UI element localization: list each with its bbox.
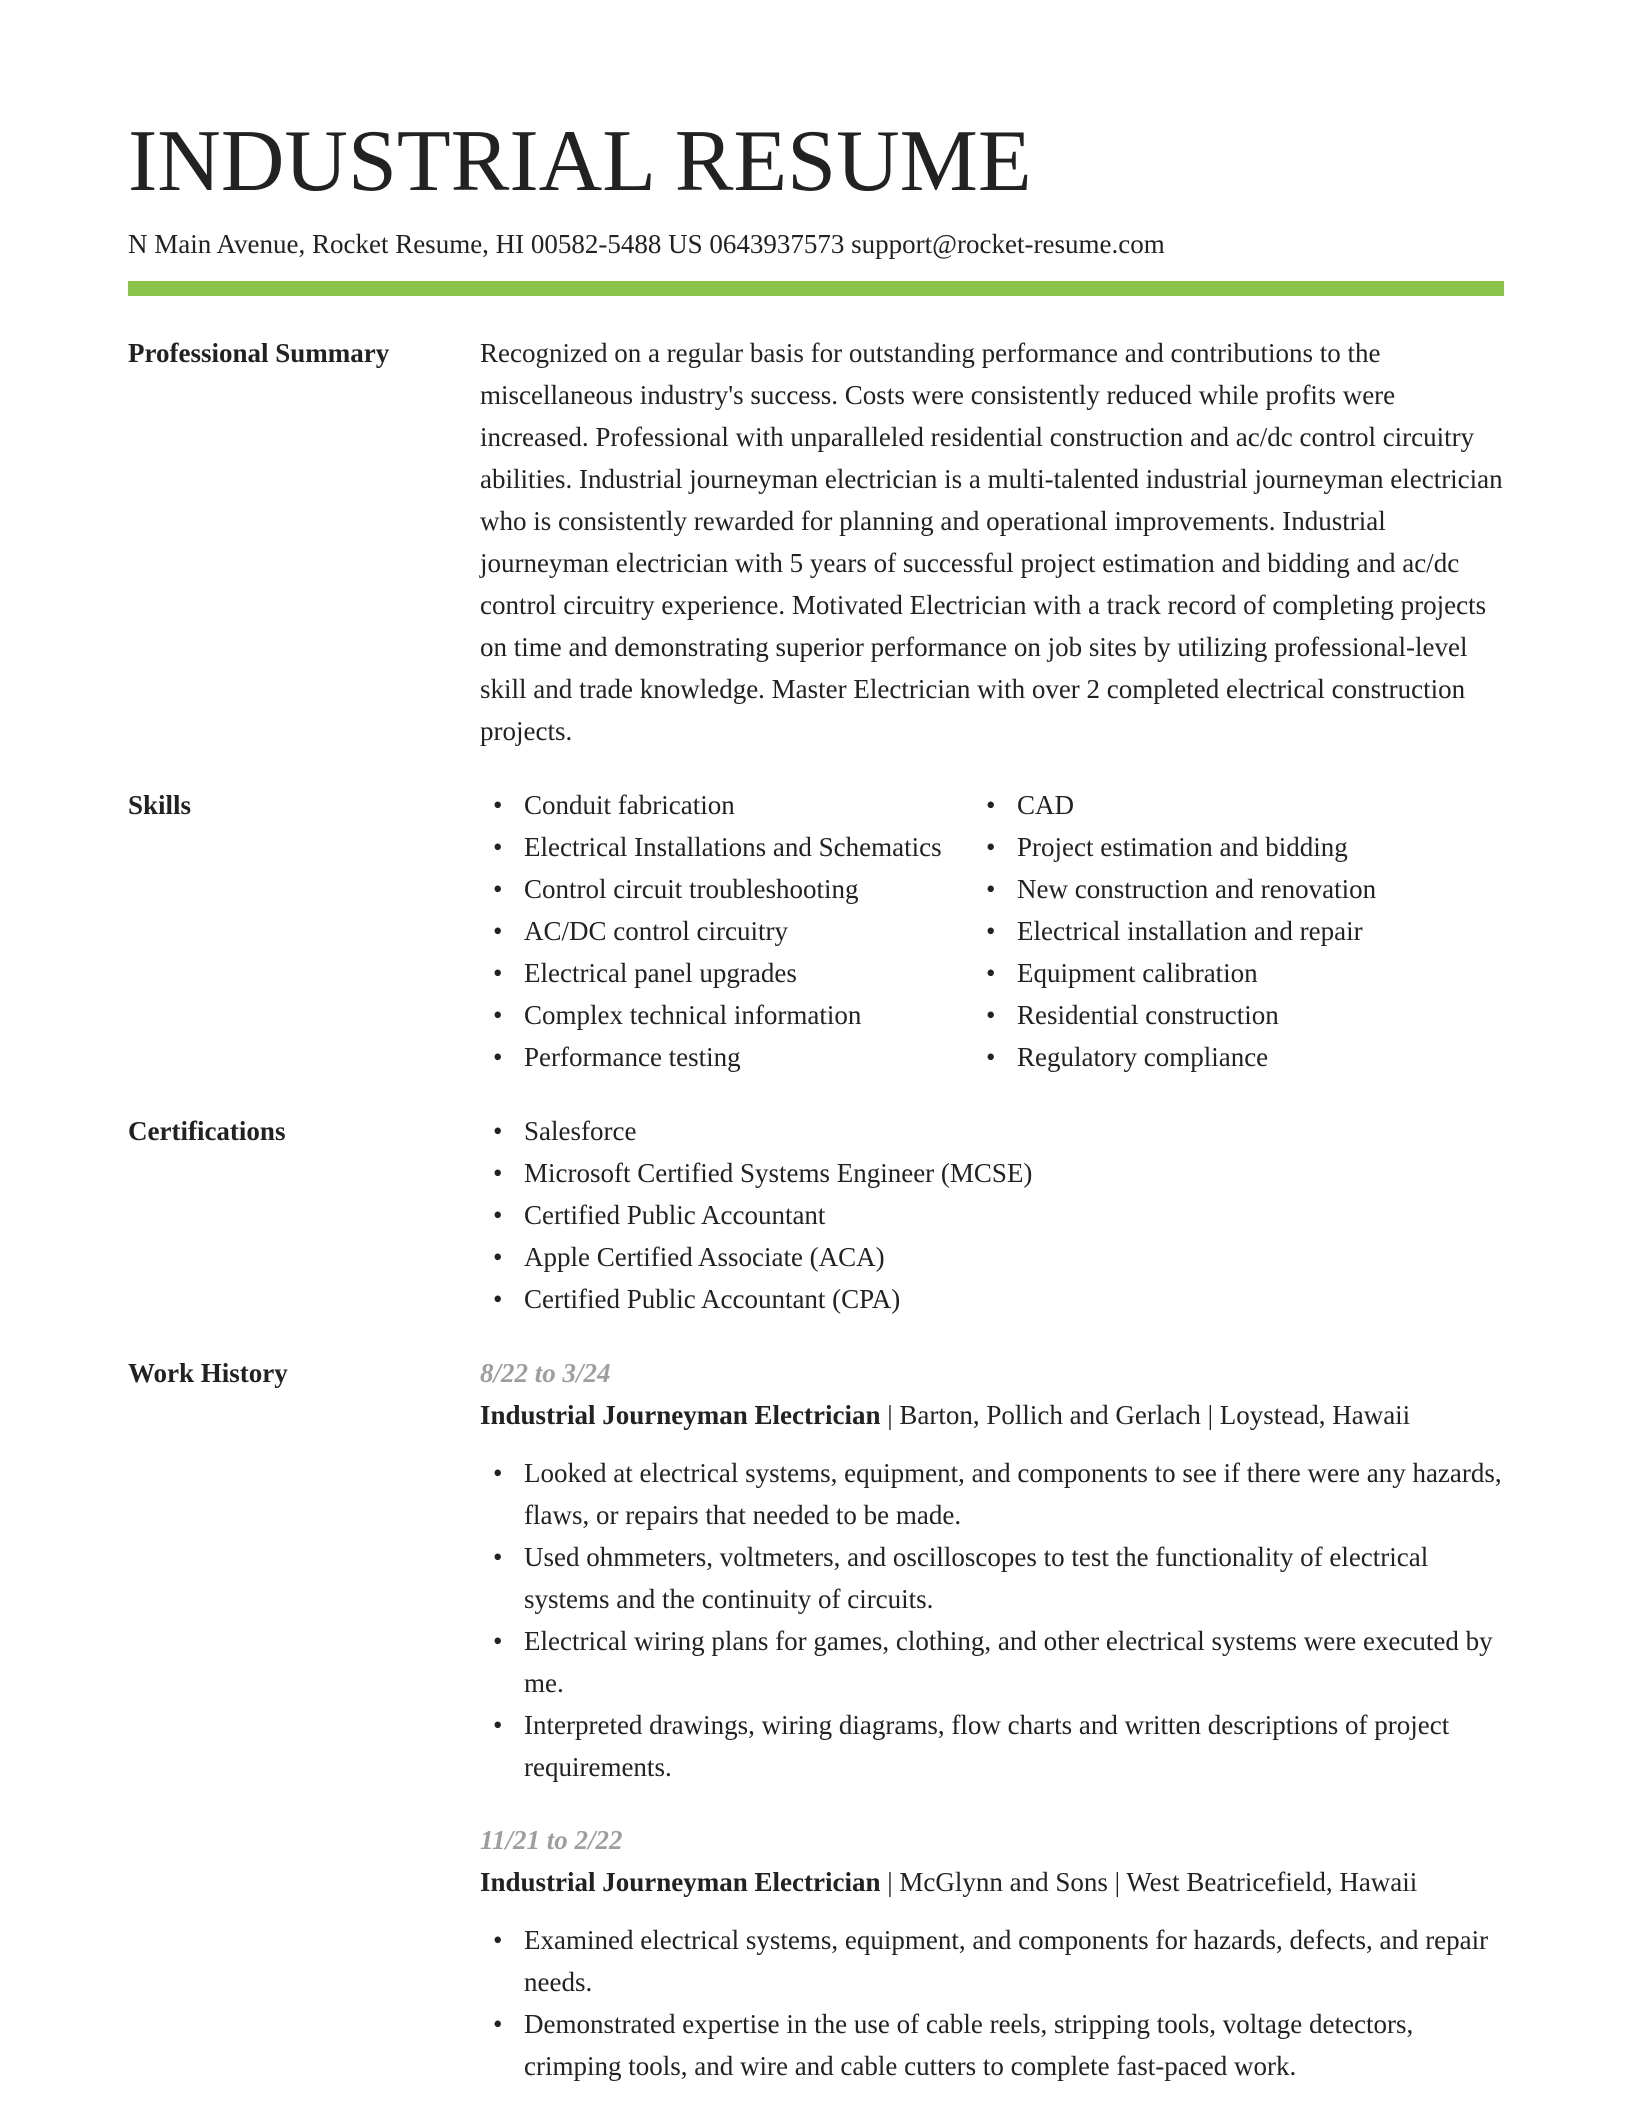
bullet-icon: • <box>986 1000 996 1030</box>
contact-line: N Main Avenue, Rocket Resume, HI 00582-5488 US 0643937573 support@rocket-resume.com <box>128 229 1165 259</box>
certification-item: • Salesforce <box>524 1110 1504 1152</box>
certifications-heading: Certifications <box>128 1116 286 1146</box>
job-company: | Barton, Pollich and Gerlach | Loystead, Hawaii <box>880 1400 1411 1430</box>
skill-item: • Electrical panel upgrades <box>524 952 983 994</box>
job-date: 11/21 to 2/22 <box>480 1825 623 1855</box>
skills-heading: Skills <box>128 790 192 820</box>
bullet-icon: • <box>493 874 503 904</box>
bullet-icon: • <box>986 832 996 862</box>
job-entry <box>480 1819 1504 2087</box>
work-history-heading: Work History <box>128 1358 288 1388</box>
bullet-icon: • <box>986 958 996 988</box>
bullet-icon: • <box>493 916 503 946</box>
bullet-icon: • <box>493 832 503 862</box>
bullet-icon: • <box>493 1042 503 1072</box>
certification-item: • Certified Public Accountant <box>524 1194 1504 1236</box>
job-title: Industrial Journeyman Electrician <box>480 1867 881 1897</box>
skill-item: • Equipment calibration <box>1017 952 1483 994</box>
resume-page <box>128 113 1504 2087</box>
summary-heading: Professional Summary <box>128 338 390 368</box>
skill-item: • Electrical Installations and Schematics <box>524 826 983 868</box>
skill-item: • Conduit fabrication <box>524 784 983 826</box>
bullet-icon: • <box>493 1200 503 1230</box>
job-entry <box>480 1352 1504 1788</box>
job-bullet: • Used ohmmeters, voltmeters, and oscilloscopes to test the functionality of electrical systems and the continuity of circuits. <box>524 1536 1504 1620</box>
skill-item: • Performance testing <box>524 1036 983 1078</box>
bullet-icon: • <box>493 2009 503 2039</box>
job-title-line <box>480 1861 1504 1903</box>
skill-item: • New construction and renovation <box>1017 868 1483 910</box>
job-title-line <box>480 1394 1504 1436</box>
bullet-icon: • <box>493 1626 503 1656</box>
skills-section <box>128 784 1504 1078</box>
bullet-icon: • <box>493 1458 503 1488</box>
bullet-icon: • <box>493 790 503 820</box>
certifications-section <box>128 1110 1504 1320</box>
skill-item: • Project estimation and bidding <box>1017 826 1483 868</box>
bullet-icon: • <box>493 1242 503 1272</box>
job-bullet: • Examined electrical systems, equipment, and components for hazards, defects, and repair needs. <box>524 1919 1504 2003</box>
certification-item: • Microsoft Certified Systems Engineer (MCSE) <box>524 1152 1504 1194</box>
bullet-icon: • <box>986 874 996 904</box>
job-bullet: • Electrical wiring plans for games, clothing, and other electrical systems were executed by me. <box>524 1620 1504 1704</box>
job-title: Industrial Journeyman Electrician <box>480 1400 881 1430</box>
certification-item: • Certified Public Accountant (CPA) <box>524 1278 1504 1320</box>
bullet-icon: • <box>493 958 503 988</box>
skill-item: • CAD <box>1017 784 1483 826</box>
bullet-icon: • <box>493 1000 503 1030</box>
job-bullet: • Interpreted drawings, wiring diagrams, flow charts and written descriptions of project requirements. <box>524 1704 1504 1788</box>
skill-item: • Residential construction <box>1017 994 1483 1036</box>
job-bullet: • Demonstrated expertise in the use of cable reels, stripping tools, voltage detectors, crimping tools, and wire and cable cutters to complete fast-paced work. <box>524 2003 1504 2087</box>
job-date: 8/22 to 3/24 <box>480 1358 611 1388</box>
bullet-icon: • <box>493 1710 503 1740</box>
bullet-icon: • <box>493 1925 503 1955</box>
skill-item: • Control circuit troubleshooting <box>524 868 983 910</box>
skills-column-right <box>983 784 1483 1078</box>
skill-item: • Complex technical information <box>524 994 983 1036</box>
certification-item: • Apple Certified Associate (ACA) <box>524 1236 1504 1278</box>
summary-section <box>128 332 1504 752</box>
skills-column-left <box>480 784 983 1078</box>
bullet-icon: • <box>986 1042 996 1072</box>
bullet-icon: • <box>493 1284 503 1314</box>
bullet-icon: • <box>986 790 996 820</box>
job-bullet: • Looked at electrical systems, equipment, and components to see if there were any hazards, flaws, or repairs that needed to be made. <box>524 1452 1504 1536</box>
skill-item: • Regulatory compliance <box>1017 1036 1483 1078</box>
skill-item: • Electrical installation and repair <box>1017 910 1483 952</box>
bullet-icon: • <box>493 1542 503 1572</box>
summary-text: Recognized on a regular basis for outstanding performance and contributions to the miscellaneous industry's success. Costs were consistently reduced while profits were increased. Professional with unparalleled residential construction and ac/dc control circuitry abilities. Industrial journeyman electrician is a multi-talented industrial journeyman electrician who is consistently rewarded for planning and operational improvements. Industrial journeyman electrician with 5 years of successful project estimation and bidding and ac/dc control circuitry experience. Motivated Electrician with a track record of completing projects on time and demonstrating superior performance on job sites by utilizing professional-level skill and trade knowledge. Master Electrician with over 2 completed electrical construction projects. <box>480 338 1503 746</box>
bullet-icon: • <box>493 1158 503 1188</box>
job-company: | McGlynn and Sons | West Beatricefield, Hawaii <box>880 1867 1418 1897</box>
accent-divider <box>128 281 1504 296</box>
resume-title: INDUSTRIAL RESUME <box>128 113 1032 210</box>
work-history-section <box>128 1352 1504 2087</box>
bullet-icon: • <box>986 916 996 946</box>
skill-item: • AC/DC control circuitry <box>524 910 983 952</box>
bullet-icon: • <box>493 1116 503 1146</box>
